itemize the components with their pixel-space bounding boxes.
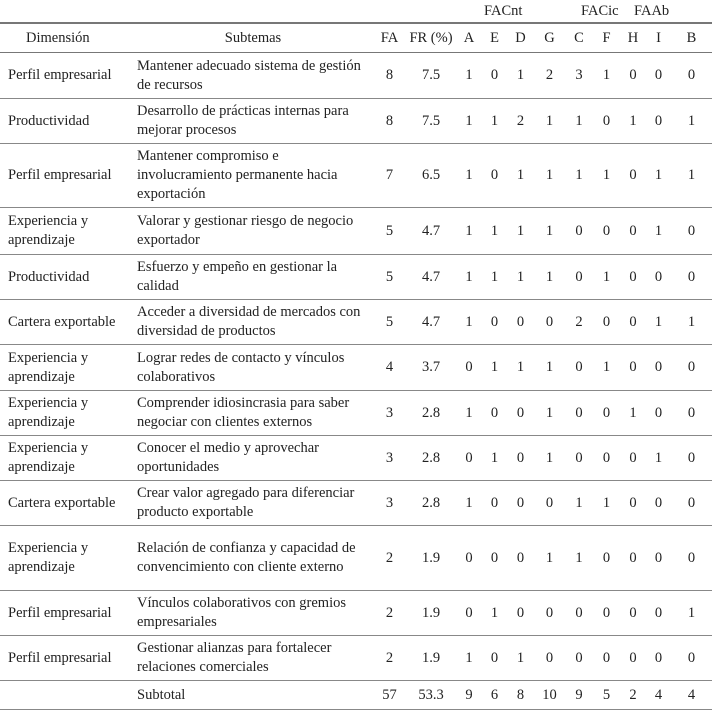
value-cell: 0	[629, 359, 637, 375]
column-header: D	[515, 29, 526, 46]
value-cell: 0	[490, 404, 499, 421]
dimension-cell: Perfil empresarial	[8, 649, 112, 666]
subtotal-value: 5	[602, 686, 611, 703]
value-cell: 0	[602, 549, 611, 566]
column-header: E	[490, 29, 499, 46]
value-cell: 1	[602, 67, 611, 83]
value-cell: 0	[687, 494, 696, 511]
value-cell: 0	[490, 649, 499, 666]
value-cell: 1	[687, 313, 696, 330]
table-row	[0, 481, 712, 526]
table-row	[0, 345, 712, 391]
table-row	[0, 636, 712, 681]
value-cell: 0	[465, 549, 473, 566]
value-cell: 0	[687, 404, 696, 421]
value-cell: 2	[385, 604, 394, 621]
value-cell: 0	[654, 112, 663, 129]
column-header: F	[602, 29, 611, 46]
column-header: G	[544, 29, 555, 46]
value-cell: 0	[654, 549, 663, 566]
value-cell: 1	[516, 359, 525, 375]
value-cell: 2	[545, 67, 554, 83]
dimension-cell: Productividad	[8, 268, 90, 285]
value-cell: 0	[629, 449, 637, 466]
value-cell: 0	[687, 67, 696, 83]
subtopic-cell: Mantener adecuado sistema de gestión de recursos	[137, 57, 361, 93]
column-header: A	[463, 29, 475, 46]
value-cell: 6.5	[421, 167, 441, 183]
value-cell: 0	[654, 649, 663, 666]
value-cell: 1	[490, 222, 499, 239]
value-cell: 0	[654, 268, 663, 285]
value-cell: 0	[629, 649, 637, 666]
value-cell: 2.8	[421, 494, 441, 511]
value-cell: 0	[602, 604, 611, 621]
subtopic-cell: Crear valor agregado para diferenciar producto exportable	[137, 485, 355, 520]
table-row	[0, 526, 712, 591]
value-cell: 1	[654, 313, 663, 330]
value-cell: 7.5	[421, 67, 441, 83]
value-cell: 2	[385, 549, 394, 566]
value-cell: 1	[516, 67, 525, 83]
value-cell: 5	[385, 222, 394, 239]
value-cell: 1	[465, 494, 473, 511]
column-header: C	[574, 29, 584, 46]
value-cell: 0	[545, 313, 554, 330]
value-cell: 1	[490, 449, 499, 466]
table-row	[0, 436, 712, 481]
value-cell: 0	[490, 549, 499, 566]
value-cell: 0	[465, 604, 473, 621]
value-cell: 0	[629, 604, 637, 621]
value-cell: 0	[654, 494, 663, 511]
value-cell: 1	[545, 167, 554, 183]
value-cell: 1	[490, 359, 499, 375]
column-header: FA	[380, 29, 399, 46]
value-cell: 0	[545, 649, 554, 666]
subtopic-cell: Esfuerzo y empeño en gestionar la calidad	[137, 259, 338, 294]
value-cell: 1	[490, 112, 499, 129]
value-cell: 0	[516, 313, 525, 330]
value-cell: 0	[629, 494, 637, 511]
value-cell: 1	[545, 404, 554, 421]
table-row	[0, 208, 712, 255]
value-cell: 0	[465, 449, 473, 466]
value-cell: 1	[465, 67, 473, 83]
value-cell: 3	[385, 494, 394, 511]
value-cell: 1	[602, 494, 611, 511]
column-header: Subtemas	[224, 29, 282, 46]
subtopic-cell: Vínculos colaborativos con gremios empresariales	[137, 595, 346, 630]
value-cell: 1	[545, 112, 554, 129]
column-header: I	[656, 29, 661, 46]
subtopic-cell: Conocer el medio y aprovechar oportunidades	[137, 440, 319, 475]
value-cell: 0	[629, 222, 637, 239]
subtotal-value: 9	[465, 686, 473, 703]
value-cell: 0	[575, 649, 583, 666]
value-cell: 1	[629, 404, 637, 421]
column-header: FR (%)	[409, 29, 453, 46]
value-cell: 1.9	[421, 649, 441, 666]
value-cell: 0	[575, 222, 583, 239]
subtopics-table	[0, 22, 712, 710]
group-header-facnt: FACnt	[484, 3, 523, 19]
value-cell: 0	[465, 359, 473, 375]
table-row	[0, 391, 712, 436]
subtotal-row	[0, 681, 712, 710]
value-cell: 5	[385, 268, 394, 285]
value-cell: 1	[545, 268, 554, 285]
value-cell: 0	[629, 313, 637, 330]
subtotal-value: 6	[490, 686, 499, 703]
value-cell: 1	[490, 604, 499, 621]
value-cell: 0	[575, 404, 583, 421]
subtotal-value: 2	[629, 686, 637, 703]
value-cell: 1	[545, 549, 554, 566]
table-row	[0, 255, 712, 300]
value-cell: 1	[687, 604, 696, 621]
value-cell: 0	[575, 604, 583, 621]
value-cell: 1	[465, 167, 473, 183]
value-cell: 2	[516, 112, 525, 129]
value-cell: 2.8	[421, 449, 441, 466]
value-cell: 0	[490, 67, 499, 83]
value-cell: 0	[490, 167, 499, 183]
value-cell: 0	[629, 167, 637, 183]
value-cell: 1	[465, 404, 473, 421]
value-cell: 0	[602, 449, 611, 466]
value-cell: 1	[575, 112, 583, 129]
subtopic-cell: Mantener compromiso e involucramiento permanente hacia exportación	[137, 148, 338, 202]
value-cell: 2	[575, 313, 583, 330]
value-cell: 0	[490, 494, 499, 511]
value-cell: 0	[516, 494, 525, 511]
value-cell: 1	[490, 268, 499, 285]
table-row	[0, 144, 712, 208]
value-cell: 0	[490, 313, 499, 330]
value-cell: 0	[654, 359, 663, 375]
value-cell: 1	[465, 112, 473, 129]
value-cell: 0	[629, 549, 637, 566]
column-header: B	[686, 29, 697, 46]
value-cell: 1	[575, 549, 583, 566]
value-cell: 4.7	[421, 268, 441, 285]
value-cell: 0	[575, 449, 583, 466]
value-cell: 1	[516, 268, 525, 285]
dimension-cell: Experiencia y aprendizaje	[8, 395, 89, 430]
value-cell: 1.9	[421, 604, 441, 621]
subtopic-cell: Lograr redes de contacto y vínculos colaborativos	[137, 349, 345, 385]
subtopic-cell: Acceder a diversidad de mercados con diversidad de productos	[137, 304, 361, 339]
dimension-cell: Experiencia y aprendizaje	[8, 540, 89, 575]
value-cell: 1	[465, 649, 473, 666]
dimension-cell: Perfil empresarial	[8, 67, 112, 83]
subtopic-cell: Comprender idiosincrasia para saber negociar con clientes externos	[137, 395, 350, 430]
table-row	[0, 300, 712, 345]
column-header: H	[627, 29, 639, 46]
value-cell: 0	[545, 604, 554, 621]
subtotal-value: 10	[542, 686, 557, 703]
value-cell: 1	[602, 167, 611, 183]
value-cell: 0	[654, 404, 663, 421]
value-cell: 4	[385, 359, 394, 375]
value-cell: 0	[516, 549, 525, 566]
value-cell: 0	[516, 449, 525, 466]
subtotal-value: 4	[687, 686, 696, 703]
value-cell: 0	[602, 222, 611, 239]
value-cell: 1	[516, 167, 525, 183]
dimension-cell: Productividad	[8, 112, 90, 129]
value-cell: 0	[687, 268, 696, 285]
dimension-cell: Experiencia y aprendizaje	[8, 349, 89, 385]
value-cell: 1.9	[421, 549, 441, 566]
value-cell: 8	[385, 67, 394, 83]
group-header-faab: FAAb	[634, 3, 670, 19]
dimension-cell: Cartera exportable	[8, 494, 116, 511]
value-cell: 4.7	[421, 222, 441, 239]
value-cell: 1	[465, 222, 473, 239]
value-cell: 1	[602, 268, 611, 285]
value-cell: 1	[654, 449, 663, 466]
dimension-cell: Cartera exportable	[8, 313, 116, 330]
value-cell: 1	[465, 313, 473, 330]
value-cell: 4.7	[421, 313, 441, 330]
subtopic-cell: Gestionar alianzas para fortalecer relaciones comerciales	[137, 640, 332, 675]
value-cell: 8	[385, 112, 394, 129]
value-cell: 0	[575, 359, 583, 375]
value-cell: 7.5	[421, 112, 441, 129]
value-cell: 0	[602, 313, 611, 330]
value-cell: 1	[629, 112, 637, 129]
subtopic-cell: Valorar y gestionar riesgo de negocio exportador	[137, 213, 354, 248]
header-row	[0, 23, 712, 53]
value-cell: 0	[602, 649, 611, 666]
value-cell: 0	[629, 67, 637, 83]
subtotal-value: 57	[382, 686, 397, 703]
table-row	[0, 99, 712, 144]
value-cell: 1	[654, 222, 663, 239]
subtotal-value: 4	[654, 686, 663, 703]
value-cell: 0	[516, 404, 525, 421]
table-row	[0, 53, 712, 99]
value-cell: 1	[516, 649, 525, 666]
subtopic-cell: Desarrollo de prácticas internas para mejorar procesos	[137, 103, 349, 138]
subtopic-cell: Relación de confianza y capacidad de convencimiento con cliente externo	[137, 540, 356, 575]
value-cell: 0	[687, 449, 696, 466]
value-cell: 1	[465, 268, 473, 285]
value-cell: 1	[687, 112, 696, 129]
value-cell: 0	[687, 649, 696, 666]
value-cell: 0	[687, 222, 696, 239]
subtotal-value: 9	[575, 686, 583, 703]
value-cell: 1	[575, 167, 583, 183]
value-cell: 1	[545, 449, 554, 466]
value-cell: 0	[687, 549, 696, 566]
subtotal-value: 53.3	[418, 686, 444, 703]
value-cell: 1	[654, 167, 663, 183]
dimension-cell: Experiencia y aprendizaje	[8, 213, 89, 248]
value-cell: 3	[575, 67, 583, 83]
value-cell: 7	[385, 167, 394, 183]
value-cell: 3	[385, 449, 394, 466]
value-cell: 5	[385, 313, 394, 330]
value-cell: 1	[575, 494, 583, 511]
value-cell: 0	[654, 67, 663, 83]
value-cell: 0	[602, 404, 611, 421]
value-cell: 0	[687, 359, 696, 375]
value-cell: 0	[545, 494, 554, 511]
group-header-facic: FACic	[581, 3, 619, 19]
value-cell: 0	[575, 268, 583, 285]
value-cell: 3	[385, 404, 394, 421]
value-cell: 2.8	[421, 404, 441, 421]
subtotal-label: Subtotal	[137, 686, 186, 703]
value-cell: 0	[654, 604, 663, 621]
value-cell: 1	[602, 359, 611, 375]
value-cell: 1	[687, 167, 696, 183]
value-cell: 0	[602, 112, 611, 129]
dimension-cell: Perfil empresarial	[8, 167, 112, 183]
subtotal-value: 8	[516, 686, 525, 703]
table-row	[0, 591, 712, 636]
value-cell: 0	[516, 604, 525, 621]
value-cell: 3.7	[421, 359, 441, 375]
column-header: Dimensión	[26, 29, 90, 46]
value-cell: 2	[385, 649, 394, 666]
dimension-cell: Experiencia y aprendizaje	[8, 440, 89, 475]
value-cell: 0	[629, 268, 637, 285]
dimension-cell: Perfil empresarial	[8, 604, 112, 621]
value-cell: 1	[516, 222, 525, 239]
value-cell: 1	[545, 222, 554, 239]
value-cell: 1	[545, 359, 554, 375]
